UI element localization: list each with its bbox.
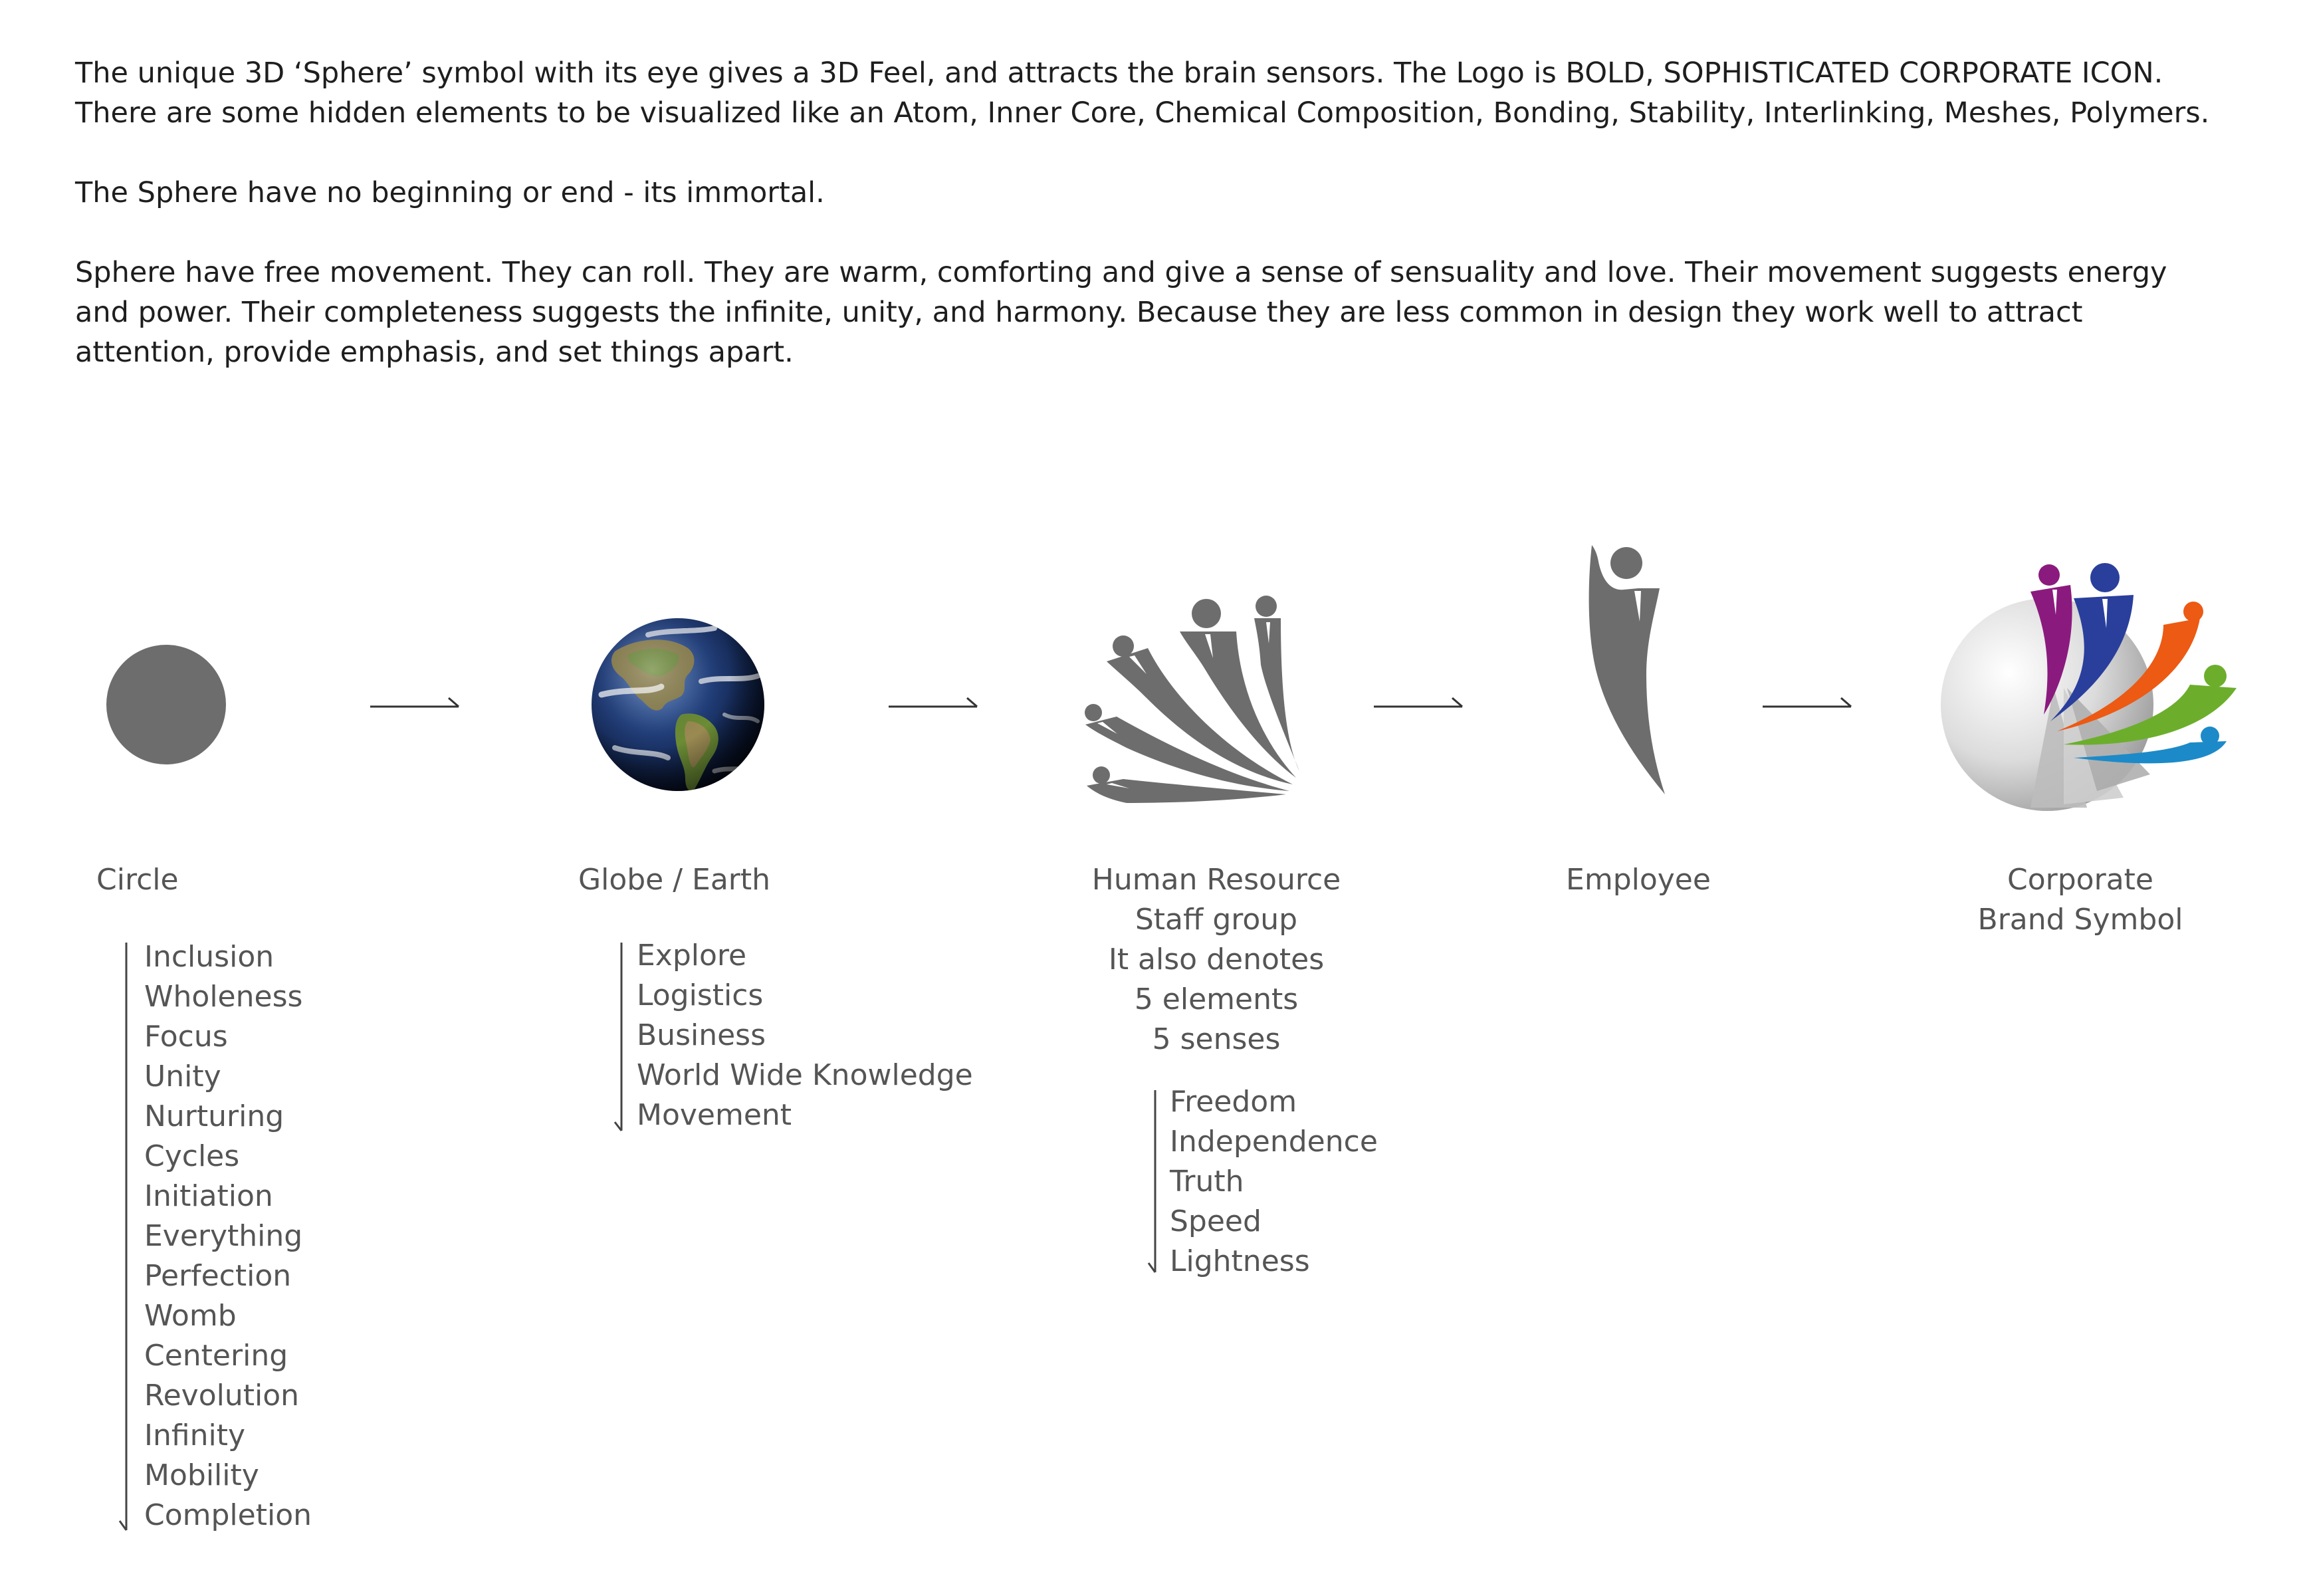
list-item: Logistics xyxy=(637,978,764,1012)
list-item: Nurturing xyxy=(144,1099,284,1133)
hr-label-line: It also denotes xyxy=(1108,943,1325,976)
intro-paragraph-3: Sphere have free movement. They can roll. They are warm, comforting and give a sense of sensuality and love. Their movement suggests energy and power. Their completeness suggests the infinite, unity, and harmony. Because they are less common in design they work well to attract attention, provide emphasis, and set things apart. xyxy=(75,256,2167,369)
arrow-icon xyxy=(887,690,980,710)
intro-text xyxy=(75,53,2229,372)
list-item: Lightness xyxy=(1170,1244,1310,1278)
list-item: Cycles xyxy=(144,1139,240,1173)
intro-paragraph-2: The Sphere have no beginning or end - its immortal. xyxy=(75,176,825,209)
list-item: Revolution xyxy=(144,1379,300,1413)
list-item: Freedom xyxy=(1170,1085,1297,1119)
bracket-arrow-icon xyxy=(611,943,631,1135)
bracket-arrow-icon xyxy=(1145,1090,1165,1276)
circle-meanings-list xyxy=(144,937,312,1536)
list-item: Movement xyxy=(637,1098,792,1132)
corporate-brand-symbol-icon xyxy=(1931,555,2250,814)
stage-label-corporate xyxy=(1947,860,2213,940)
list-item: Wholeness xyxy=(144,980,303,1014)
list-item: Womb xyxy=(144,1299,237,1333)
globe-icon xyxy=(588,615,768,794)
list-item: Mobility xyxy=(144,1458,259,1492)
list-item: Perfection xyxy=(144,1259,292,1293)
corporate-label-line: Brand Symbol xyxy=(1977,903,2183,937)
intro-paragraph-1: The unique 3D ‘Sphere’ symbol with its eye gives a 3D Feel, and attracts the brain sensors. The Logo is BOLD, SOPHISTICATED CORPORATE ICON. There are some hidden elements to be visualized like an Atom, Inner Core, Chemical Composition, Bonding, Stability, Interlinking, Meshes, Polymers. xyxy=(75,57,2210,130)
list-item: Independence xyxy=(1170,1125,1378,1159)
hr-label-line: 5 senses xyxy=(1152,1022,1281,1056)
list-item: Speed xyxy=(1170,1204,1261,1238)
staff-group-icon xyxy=(1073,592,1303,811)
list-item: World Wide Knowledge xyxy=(637,1058,973,1092)
stage-label-human-resource xyxy=(1050,860,1382,1060)
corporate-label-line: Corporate xyxy=(2007,863,2153,897)
list-item: Truth xyxy=(1170,1165,1244,1198)
list-item: Unity xyxy=(144,1060,221,1093)
circle-icon xyxy=(103,641,229,768)
stage-label-globe: Globe / Earth xyxy=(578,863,771,897)
employee-icon xyxy=(1585,542,1685,801)
hr-label-line: 5 elements xyxy=(1134,982,1299,1016)
list-item: Explore xyxy=(637,939,747,972)
list-item: Infinity xyxy=(144,1419,245,1452)
list-item: Initiation xyxy=(144,1179,273,1213)
list-item: Business xyxy=(637,1018,766,1052)
list-item: Everything xyxy=(144,1219,303,1253)
list-item: Completion xyxy=(144,1498,312,1532)
arrow-icon xyxy=(1761,690,1854,710)
globe-meanings-list xyxy=(637,936,973,1135)
hr-label-line: Staff group xyxy=(1135,903,1298,937)
stage-label-circle: Circle xyxy=(96,863,179,897)
arrow-icon xyxy=(1372,690,1466,710)
arrow-icon xyxy=(369,690,462,710)
list-item: Inclusion xyxy=(144,940,274,974)
list-item: Centering xyxy=(144,1339,288,1373)
hr-meanings-list xyxy=(1170,1082,1378,1282)
hr-label-line: Human Resource xyxy=(1091,863,1341,897)
bracket-arrow-icon xyxy=(116,943,136,1534)
stage-label-employee: Employee xyxy=(1566,863,1711,897)
list-item: Focus xyxy=(144,1020,228,1054)
